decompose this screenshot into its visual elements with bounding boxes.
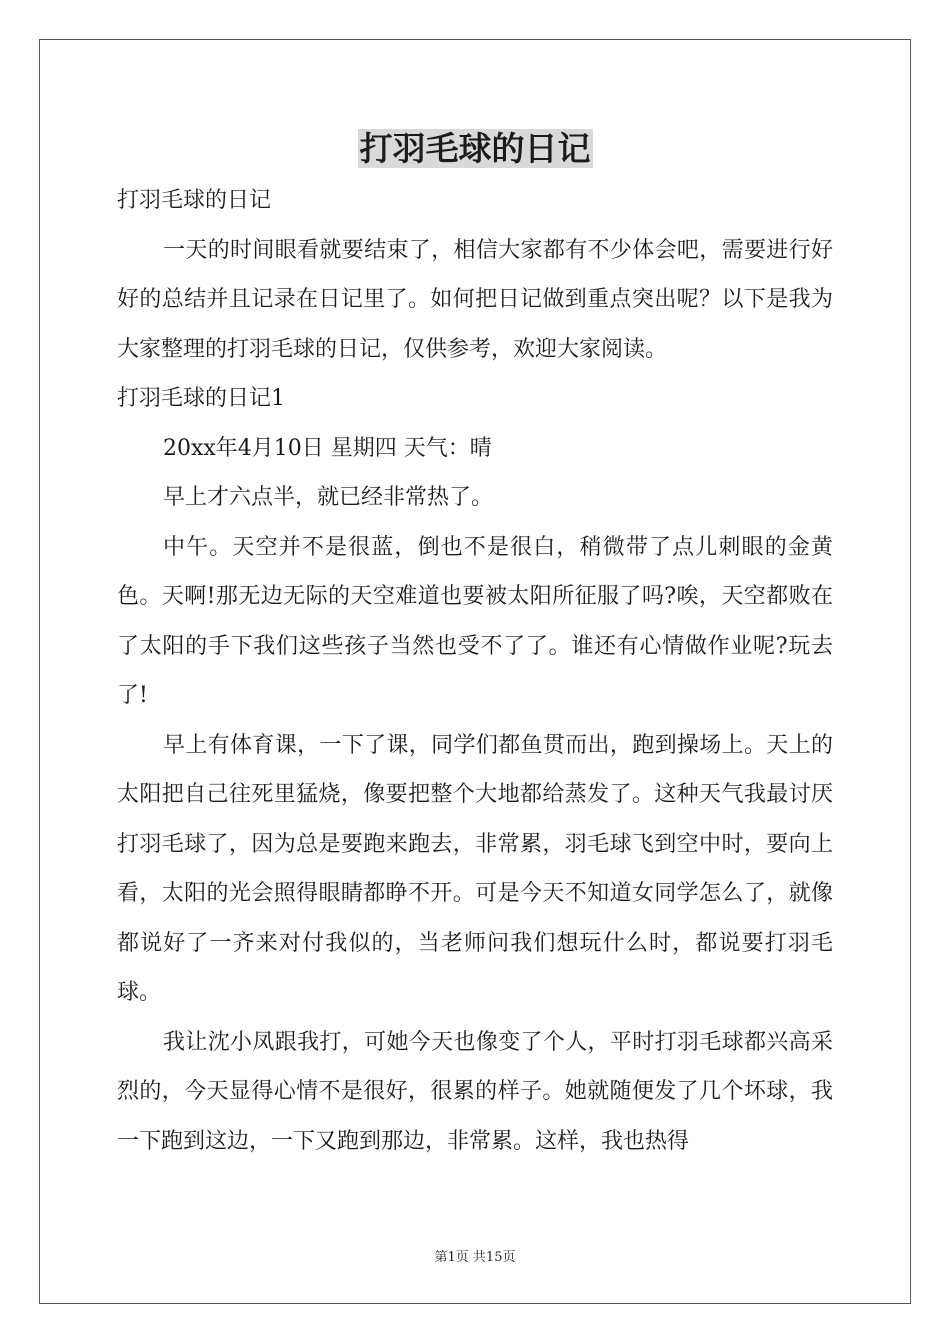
- page-footer: 第1页 共15页: [434, 1250, 516, 1265]
- paragraph: 早上才六点半，就已经非常热了。: [163, 485, 494, 510]
- paragraph: 打羽毛球的日记: [117, 188, 272, 213]
- paragraph: 早上有体育课，一下了课，同学们都鱼贯而出，跑到操场上。天上的太阳把自己往死里猛烧，像要把整个大地都给蒸发了。这种天气我最讨厌打羽毛球了，因为总是要跑来跑去，非常累，羽毛球飞到空中时，要向上看，太阳的光会照得眼睛都睁不开。可是今天不知道女同学怎么了，就像都说好了一齐来对付我似的，当老师问我们想玩什么时，都说要打羽毛球。: [117, 732, 833, 1005]
- paragraph: 打羽毛球的日记1: [117, 386, 285, 411]
- paragraph: 中午。天空并不是很蓝，倒也不是很白，稍微带了点儿刺眼的金黄色。天啊!那无边无际的天空难道也要被太阳所征服了吗?唉，天空都败在了太阳的手下我们这些孩子当然也受不了了。谁还有心情做作业呢?玩去了!: [117, 534, 833, 708]
- paragraph: 一天的时间眼看就要结束了，相信大家都有不少体会吧，需要进行好好的总结并且记录在日记里了。如何把日记做到重点突出呢？以下是我为大家整理的打羽毛球的日记，仅供参考，欢迎大家阅读。: [117, 237, 833, 362]
- document-title: [0, 128, 950, 170]
- paragraph: 20xx年4月10日 星期四 天气：晴: [163, 435, 492, 461]
- document-title-text: 打羽毛球的日记: [359, 129, 591, 168]
- paragraph: 我让沈小凤跟我打，可她今天也像变了个人，平时打羽毛球都兴高采烈的，今天显得心情不是很好，很累的样子。她就随便发了几个坏球，我一下跑到这边，一下又跑到那边，非常累。这样，我也热得: [117, 1029, 833, 1154]
- document-body: [117, 176, 833, 1166]
